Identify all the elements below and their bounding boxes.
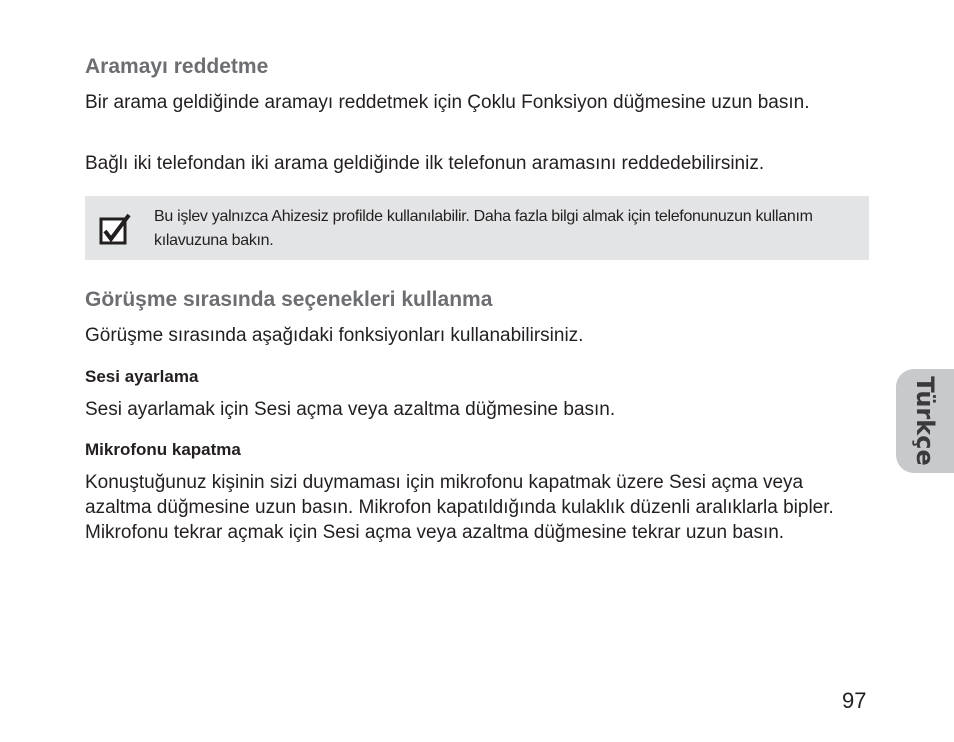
note-box (85, 196, 869, 260)
page-number: 97 (842, 688, 867, 713)
section-title-in-call-options: Görüşme sırasında seçenekleri kullanma (85, 288, 493, 311)
language-side-tab (896, 369, 954, 473)
language-tab-label: Türkçe (911, 376, 939, 466)
section-title-reject-call: Aramayı reddetme (85, 55, 269, 78)
in-call-options-intro: Görüşme sırasında aşağıdaki fonksiyonları kullanabilirsiniz. (85, 325, 584, 346)
note-text: Bu işlev yalnızca Ahizesiz profilde kullanılabilir. Daha fazla bilgi almak için telefonunuzun kullanım kılavuzuna bakın. (154, 208, 813, 249)
mute-paragraph: Konuştuğunuz kişinin sizi duymaması için mikrofonu kapatmak üzere Sesi açma veya azaltma düğmesine uzun basın. Mikrofon kapatıldığında kulaklık düzenli aralıklarla bipler. Mikrofonu tekrar açmak için Sesi açma veya azaltma düğmesine tekrar uzun basın. (85, 472, 834, 543)
reject-call-paragraph-2: Bağlı iki telefondan iki arama geldiğinde ilk telefonun aramasını reddedebilirsiniz. (85, 153, 765, 174)
reject-call-paragraph-1: Bir arama geldiğinde aramayı reddetmek için Çoklu Fonksiyon düğmesine uzun basın. (85, 92, 810, 113)
subsection-title-volume: Sesi ayarlama (85, 367, 199, 386)
subsection-title-mute: Mikrofonu kapatma (85, 440, 241, 459)
checkbox-check-icon (99, 213, 131, 245)
volume-paragraph: Sesi ayarlamak için Sesi açma veya azaltma düğmesine basın. (85, 399, 616, 420)
